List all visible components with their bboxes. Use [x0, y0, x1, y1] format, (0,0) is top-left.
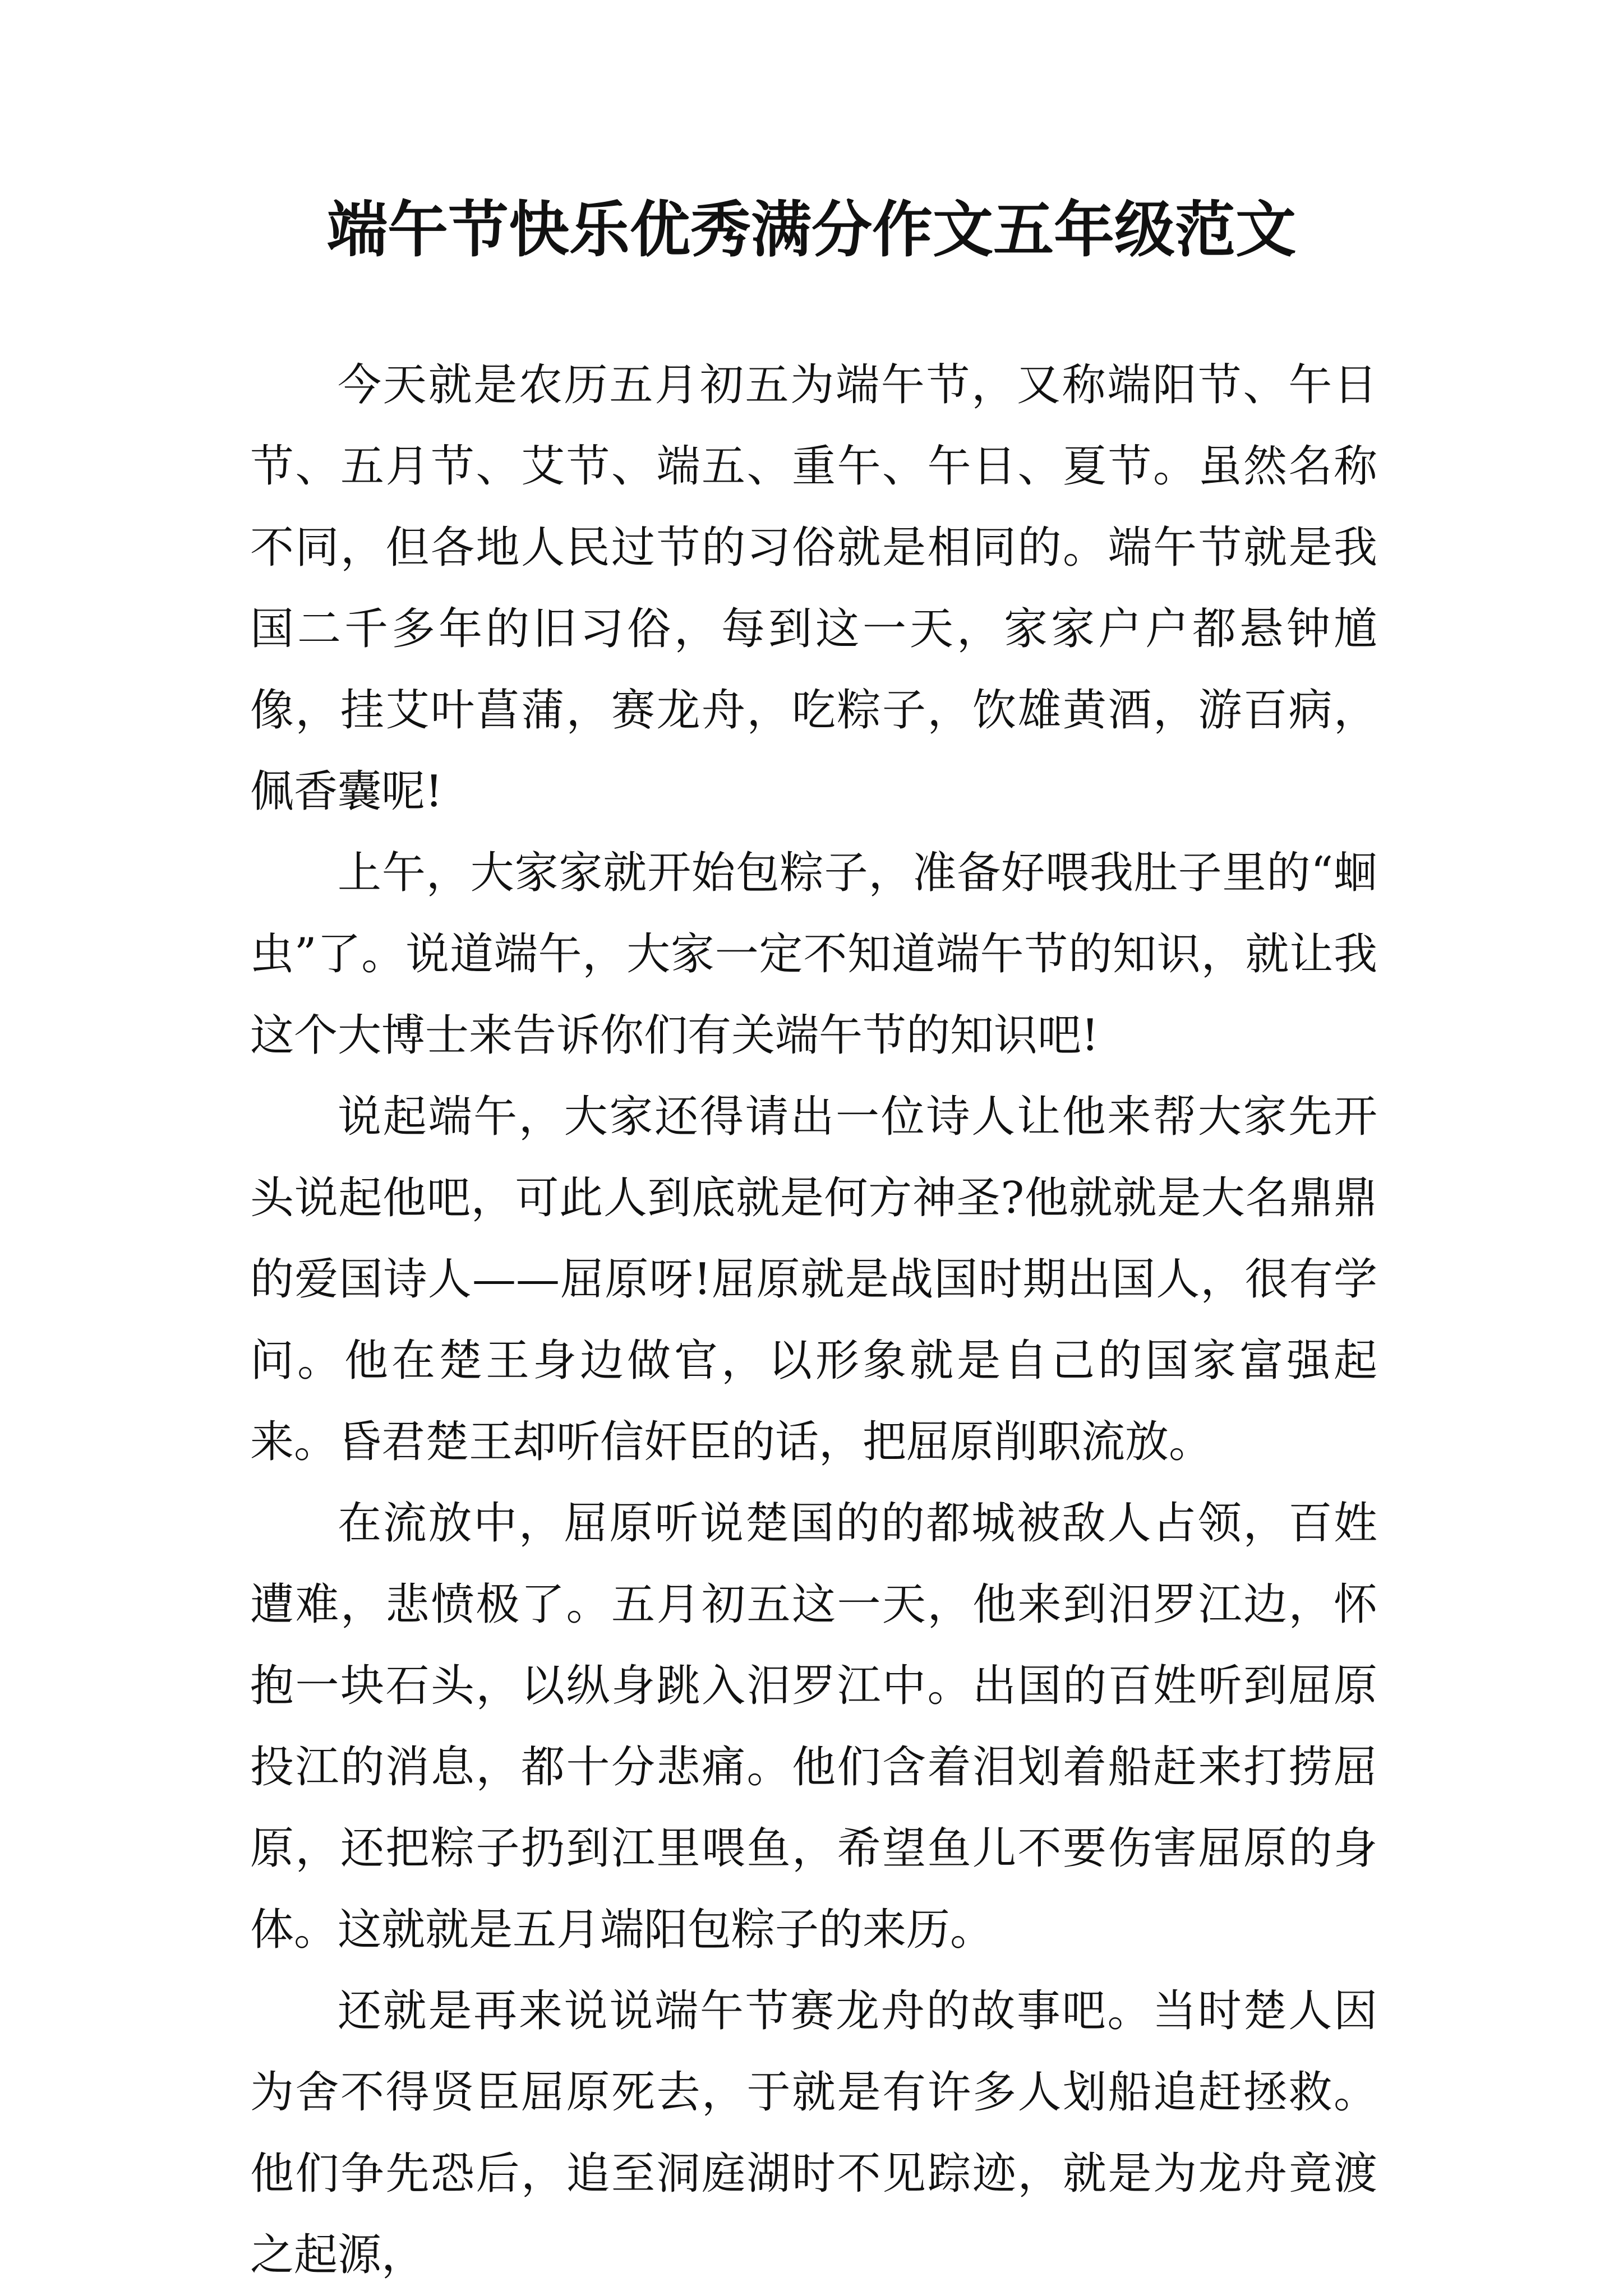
paragraph: 在流放中，屈原听说楚国的的都城被敌人占领，百姓遭难，悲愤极了。五月初五这一天，他来到汨罗江边，怀抱一块石头，以纵身跳入汨罗江中。出国的百姓听到屈原投江的消息，都十分悲痛。他们含着泪划着船赶来打捞屈原，还把粽子扔到江里喂鱼，希望鱼儿不要伤害屈原的身体。这就就是五月端阳包粽子的来历。: [250, 1498, 1377, 1955]
paragraph: 今天就是农历五月初五为端午节，又称端阳节、午日节、五月节、艾节、端五、重午、午日、夏节。虽然名称不同，但各地人民过节的习俗就是相同的。端午节就是我国二千多年的旧习俗，每到这一天，家家户户都悬钟馗像，挂艾叶菖蒲，赛龙舟，吃粽子，饮雄黄酒，游百病，佩香囊呢!: [250, 360, 1377, 817]
paragraph: 上午，大家家就开始包粽子，准备好喂我肚子里的“蛔虫”了。说道端午，大家一定不知道端午节的知识，就让我这个大博士来告诉你们有关端午节的知识吧!: [250, 848, 1377, 1061]
paragraph: 说起端午，大家还得请出一位诗人让他来帮大家先开头说起他吧，可此人到底就是何方神圣?他就就是大名鼎鼎的爱国诗人——屈原呀!屈原就是战国时期出国人，很有学问。他在楚王身边做官，以形象就是自己的国家富强起来。昏君楚王却听信奸臣的话，把屈原削职流放。: [250, 1092, 1377, 1467]
document-title: 端午节快乐优秀满分作文五年级范文: [326, 195, 1296, 265]
document-body: [250, 345, 1377, 2296]
paragraph: 还就是再来说说端午节赛龙舟的故事吧。当时楚人因为舍不得贤臣屈原死去，于就是有许多人划船追赶拯救。他们争先恐后，追至洞庭湖时不见踪迹，就是为龙舟竟渡之起源，: [250, 1986, 1377, 2280]
